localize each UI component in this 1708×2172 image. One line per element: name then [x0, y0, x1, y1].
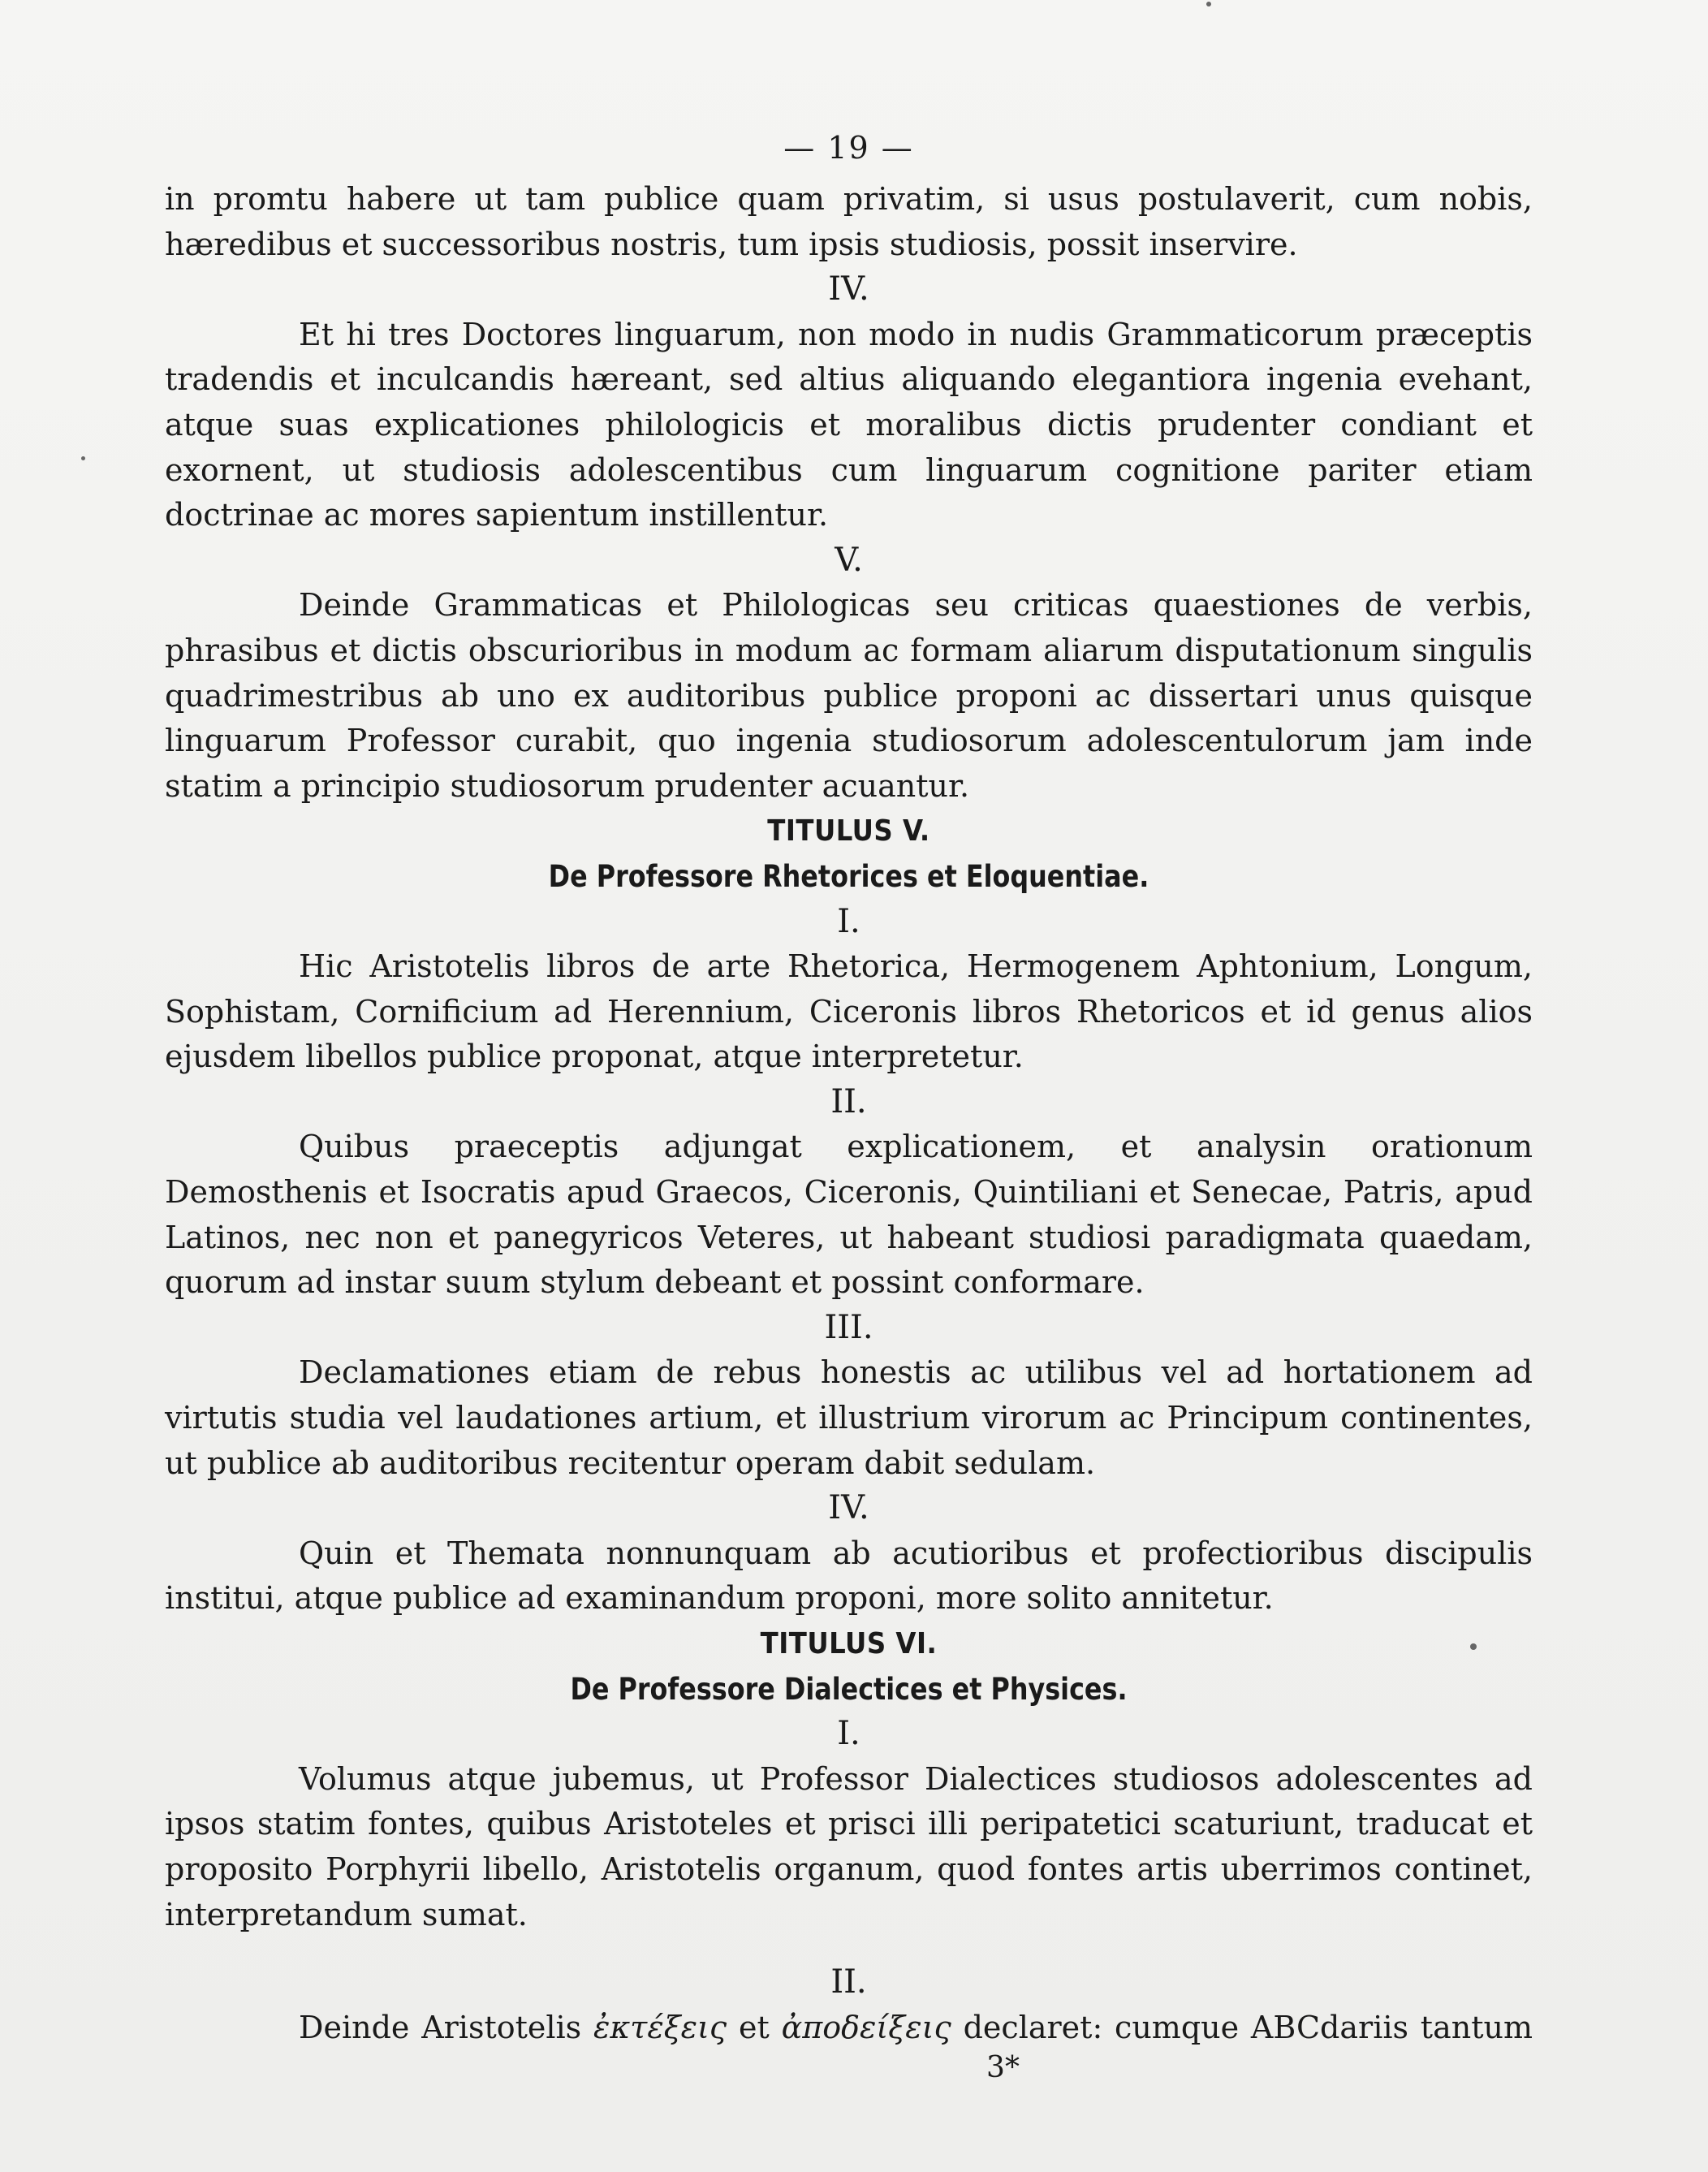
text-fragment: declaret: cumque ABCdariis tantum: [963, 2009, 1533, 2045]
ink-speck: [1206, 2, 1211, 6]
titulus-vi-title: TITULUS VI.: [760, 1627, 938, 1660]
titulus-v-section-text: Quin et Themata nonnunquam ab acutioribus et profectioribus discipulis institui, atque publice ad examinandum proponi, more solito annitetur.: [165, 1535, 1533, 1617]
titulus-vi-heading: De Professore Dialectices et Physices.: [570, 1671, 1128, 1707]
titulus-v-section-number: IV.: [828, 1489, 869, 1527]
section-number-v: V.: [835, 541, 863, 579]
titulus-vi-section-ii-text: [165, 2006, 1533, 2051]
section-number-iv: IV.: [828, 270, 869, 309]
signature-mark: 3*: [986, 2051, 1020, 2085]
section-iv-text: Et hi tres Doctores linguarum, non modo in nudis Grammaticorum præceptis tradendis et inculcandis hæreant, sed altius aliquando elegantiora ingenia evehant, atque suas explicationes philologicis et moralibus dictis prudenter condiant et exornent, ut studiosis adolescentibus cum linguarum cognitione pariter etiam doctrinae ac mores sapientum instillentur.: [165, 316, 1533, 533]
ink-speck: [81, 456, 85, 460]
titulus-v-heading: De Professore Rhetorices et Eloquentiae.: [548, 858, 1149, 894]
titulus-vi-section-number: II.: [830, 1963, 867, 2001]
titulus-vi-section-number: I.: [837, 1715, 860, 1753]
titulus-v-title: TITULUS V.: [767, 814, 930, 849]
titulus-v-section-text: Declamationes etiam de rebus honestis ac utilibus vel ad hortationem ad virtutis studia vel laudationes artium, et illustrium virorum ac Principum continentes, ut publice ab auditoribus recitentur operam dabit sedulam.: [165, 1354, 1533, 1481]
titulus-v-section-number: III.: [824, 1308, 873, 1346]
page-text: [165, 126, 1533, 2086]
titulus-v-section-text: Hic Aristotelis libros de arte Rhetorica, Hermogenem Aphtonium, Longum, Sophistam, Cornificium ad Herennium, Ciceronis libros Rhetoricos et id genus alios ejusdem libellos publice proponat, atque interpretetur.: [165, 948, 1533, 1075]
titulus-v-section-number: I.: [837, 902, 860, 940]
greek-word: ἀποδείξεις: [781, 2009, 951, 2045]
page-number: — 19 —: [783, 130, 914, 166]
titulus-vi-section-text: Volumus atque jubemus, ut Professor Dialectices studiosos adolescentes ad ipsos statim fontes, quibus Aristoteles et prisci illi peripatetici scaturiunt, traducat et proposito Porphyrii libello, Aristotelis organum, quod fontes artis uberrimos continet, interpretandum sumat.: [165, 1760, 1533, 1932]
text-fragment: Deinde Aristotelis: [299, 2009, 582, 2045]
intro-paragraph: in promtu habere ut tam publice quam privatim, si usus postulaverit, cum nobis, hæredibus et successoribus nostris, tum ipsis studiosis, possit inservire.: [165, 181, 1533, 262]
greek-word: ἐκτέξεις: [593, 2009, 727, 2045]
section-v-text: Deinde Grammaticas et Philologicas seu criticas quaestiones de verbis, phrasibus et dictis obscurioribus in modum ac formam aliarum disputationum singulis quadrimestribus ab uno ex auditoribus publice proponi ac dissertari unus quisque linguarum Professor curabit, quo ingenia studiosorum adolescentulorum jam inde statim a principio studiosorum prudenter acuantur.: [165, 587, 1533, 804]
text-fragment: et: [739, 2009, 770, 2045]
titulus-v-section-number: II.: [830, 1082, 867, 1121]
titulus-v-section-text: Quibus praeceptis adjungat explicationem, et analysin orationum Demosthenis et Isocratis apud Graecos, Ciceronis, Quintiliani et Senecae, Patris, apud Latinos, nec non et panegyricos Veteres, ut habeant studiosi paradigmata quaedam, quorum ad instar suum stylum debeant et possint conformare.: [165, 1129, 1533, 1301]
